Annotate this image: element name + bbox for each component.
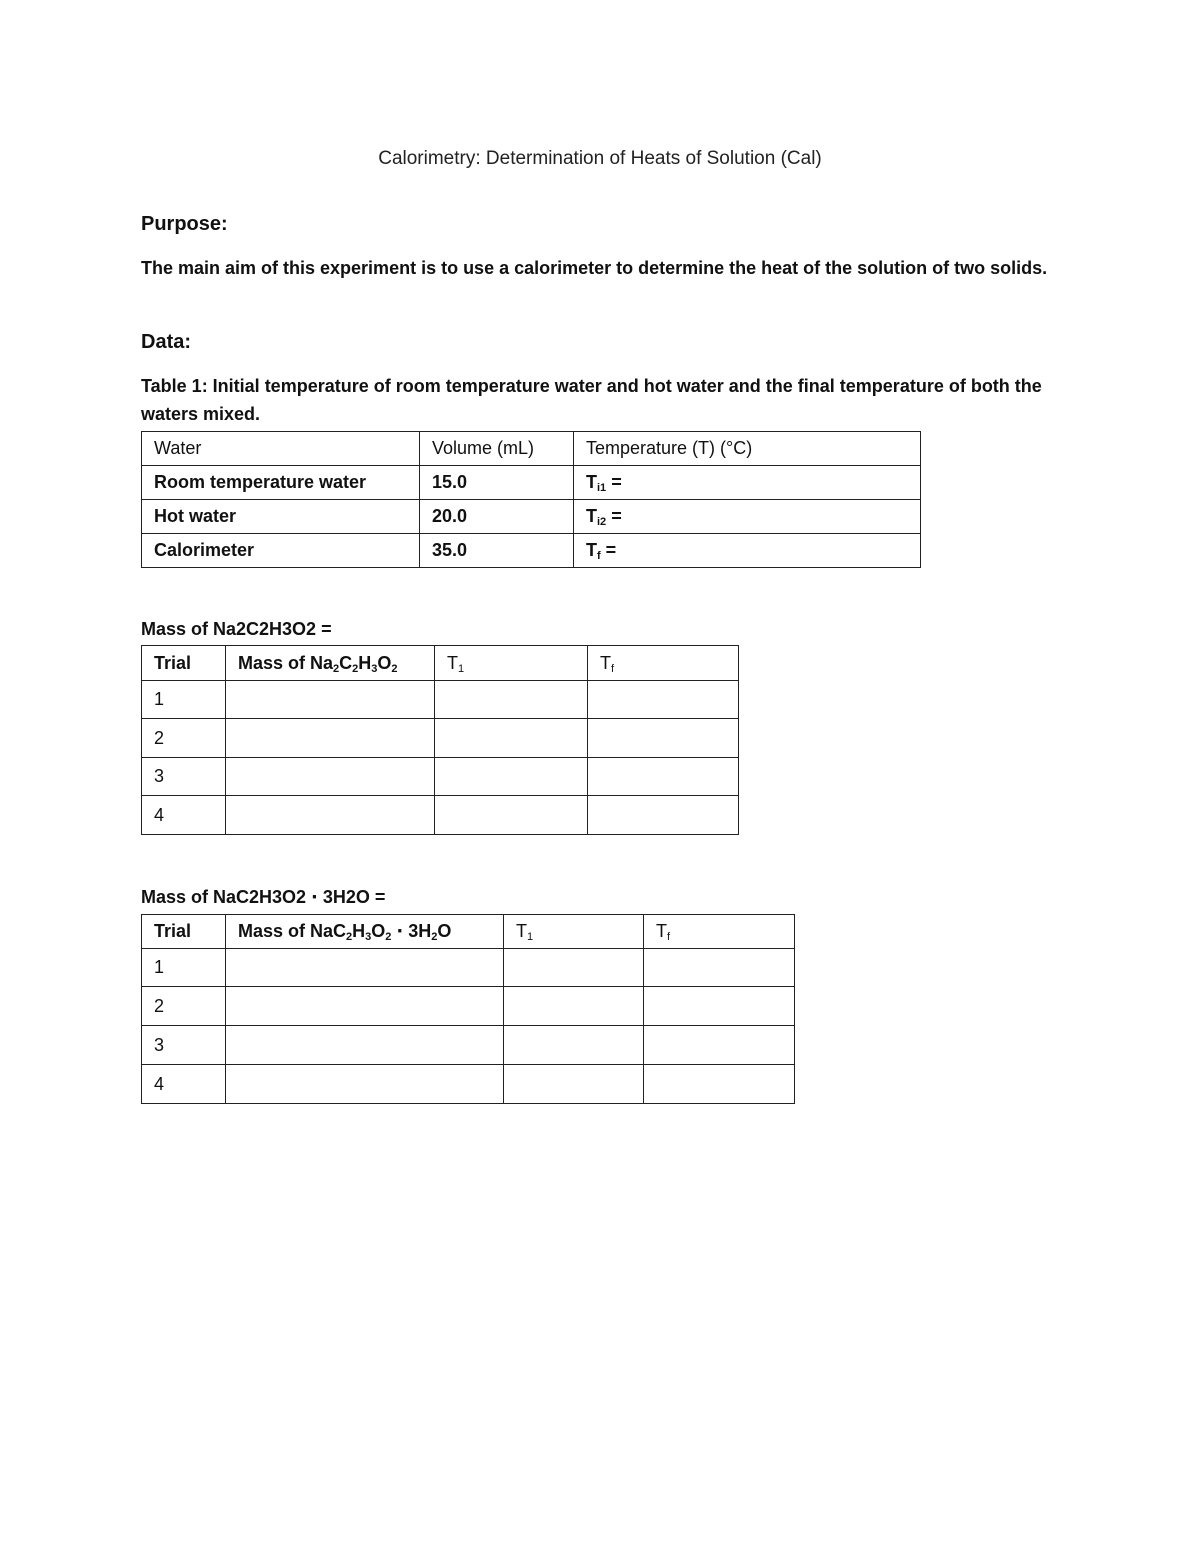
tf-input-cell[interactable] (588, 681, 739, 719)
temperature-cell (574, 534, 921, 568)
trial-number: 4 (142, 1065, 226, 1104)
header-trial: Trial (142, 646, 226, 681)
t1-input-cell[interactable] (504, 949, 644, 987)
formula-subscript: 2 (385, 931, 392, 943)
t-subscript: f (667, 931, 671, 943)
table-row (142, 796, 739, 835)
volume-cell: 15.0 (420, 466, 574, 500)
t-symbol: T (600, 652, 611, 673)
t1-input-cell[interactable] (504, 1026, 644, 1065)
formula-subscript: 2 (352, 662, 359, 675)
t1-input-cell[interactable] (504, 1065, 644, 1104)
t1-input-cell[interactable] (504, 987, 644, 1026)
tf-input-cell[interactable] (644, 1026, 795, 1065)
temp-symbol: T (586, 472, 597, 492)
formula-part: O (377, 652, 392, 673)
table-row (142, 500, 921, 534)
purpose-text: The main aim of this experiment is to use a calorimeter to determine the heat of the solution of two solids. (141, 258, 1048, 278)
temperature-cell (574, 466, 921, 500)
mass-input-cell[interactable] (226, 1026, 504, 1065)
temperature-cell (574, 500, 921, 534)
data-heading: Data: (141, 331, 192, 353)
header-tf (588, 646, 739, 681)
table-row (142, 534, 921, 568)
trial-number: 3 (142, 758, 226, 796)
volume-cell: 20.0 (420, 500, 574, 534)
header-t1 (435, 646, 588, 681)
formula-subscript: 3 (371, 662, 378, 675)
tf-input-cell[interactable] (644, 949, 795, 987)
mass-input-cell[interactable] (226, 758, 435, 796)
tf-input-cell[interactable] (644, 987, 795, 1026)
temp-equals: = (606, 506, 622, 526)
trial-number: 2 (142, 987, 226, 1026)
t-symbol: T (516, 921, 527, 941)
mass-input-cell[interactable] (226, 987, 504, 1026)
sodium-acetate-table (141, 645, 739, 835)
mass-input-cell[interactable] (226, 681, 435, 719)
temp-subscript: i2 (597, 516, 607, 528)
formula-part: O (371, 921, 386, 941)
t1-input-cell[interactable] (435, 681, 588, 719)
trial-number: 1 (142, 949, 226, 987)
water-cell: Calorimeter (142, 534, 420, 568)
header-mass (226, 646, 435, 681)
formula-part: Mass of Na (238, 652, 334, 673)
table-row (142, 1026, 795, 1065)
t-symbol: T (447, 652, 458, 673)
temp-subscript: i1 (597, 482, 607, 494)
mass-input-cell[interactable] (226, 949, 504, 987)
formula-subscript: 2 (391, 662, 398, 675)
table-row (142, 681, 739, 719)
tf-input-cell[interactable] (588, 719, 739, 758)
formula-subscript: 2 (431, 931, 438, 943)
trial-number: 4 (142, 796, 226, 835)
t-symbol: T (656, 921, 667, 941)
formula-part: O (437, 921, 452, 941)
formula-part: ⋅ 3H (391, 921, 432, 941)
table2-label: Mass of Na2C2H3O2 = (141, 619, 332, 639)
header-temperature: Temperature (T) (°C) (574, 432, 921, 466)
table-header-row (142, 915, 795, 949)
t-subscript: f (611, 662, 615, 675)
sodium-acetate-trihydrate-table (141, 914, 795, 1104)
t-subscript: 1 (458, 662, 465, 675)
header-water: Water (142, 432, 420, 466)
tf-input-cell[interactable] (588, 758, 739, 796)
header-volume: Volume (mL) (420, 432, 574, 466)
temp-equals: = (606, 472, 622, 492)
tf-input-cell[interactable] (588, 796, 739, 835)
water-cell: Hot water (142, 500, 420, 534)
tf-input-cell[interactable] (644, 1065, 795, 1104)
formula-subscript: 2 (346, 931, 353, 943)
table-header-row (142, 646, 739, 681)
mass-input-cell[interactable] (226, 796, 435, 835)
t1-input-cell[interactable] (435, 719, 588, 758)
temp-equals: = (600, 540, 617, 560)
table-row (142, 719, 739, 758)
formula-part: C (339, 652, 353, 673)
temp-symbol: T (586, 506, 597, 526)
trial-number: 2 (142, 719, 226, 758)
purpose-heading: Purpose: (141, 213, 228, 235)
table-row (142, 758, 739, 796)
formula-subscript: 2 (333, 662, 340, 675)
temp-symbol: T (586, 540, 597, 560)
trial-number: 1 (142, 681, 226, 719)
table-row (142, 466, 921, 500)
mass-input-cell[interactable] (226, 1065, 504, 1104)
trial-number: 3 (142, 1026, 226, 1065)
water-cell: Room temperature water (142, 466, 420, 500)
table-row (142, 1065, 795, 1104)
formula-subscript: 3 (365, 931, 372, 943)
temp-subscript: f (597, 550, 601, 562)
table-header-row (142, 432, 921, 466)
table-row (142, 949, 795, 987)
mass-input-cell[interactable] (226, 719, 435, 758)
t-subscript: 1 (527, 931, 534, 943)
t1-input-cell[interactable] (435, 796, 588, 835)
formula-part: H (358, 652, 372, 673)
table-row (142, 987, 795, 1026)
formula-part: H (352, 921, 366, 941)
header-trial: Trial (142, 915, 226, 949)
table1-caption: Table 1: Initial temperature of room temperature water and hot water and the final temperature of both the waters mixed. (141, 376, 1042, 424)
volume-cell: 35.0 (420, 534, 574, 568)
table3-label: Mass of NaC2H3O2 ⋅ 3H2O = (141, 887, 386, 907)
water-temperature-table (141, 431, 921, 568)
formula-part: Mass of NaC (238, 921, 347, 941)
header-tf (644, 915, 795, 949)
header-t1 (504, 915, 644, 949)
header-mass (226, 915, 504, 949)
t1-input-cell[interactable] (435, 758, 588, 796)
document-title: Calorimetry: Determination of Heats of Solution (Cal) (378, 148, 822, 169)
